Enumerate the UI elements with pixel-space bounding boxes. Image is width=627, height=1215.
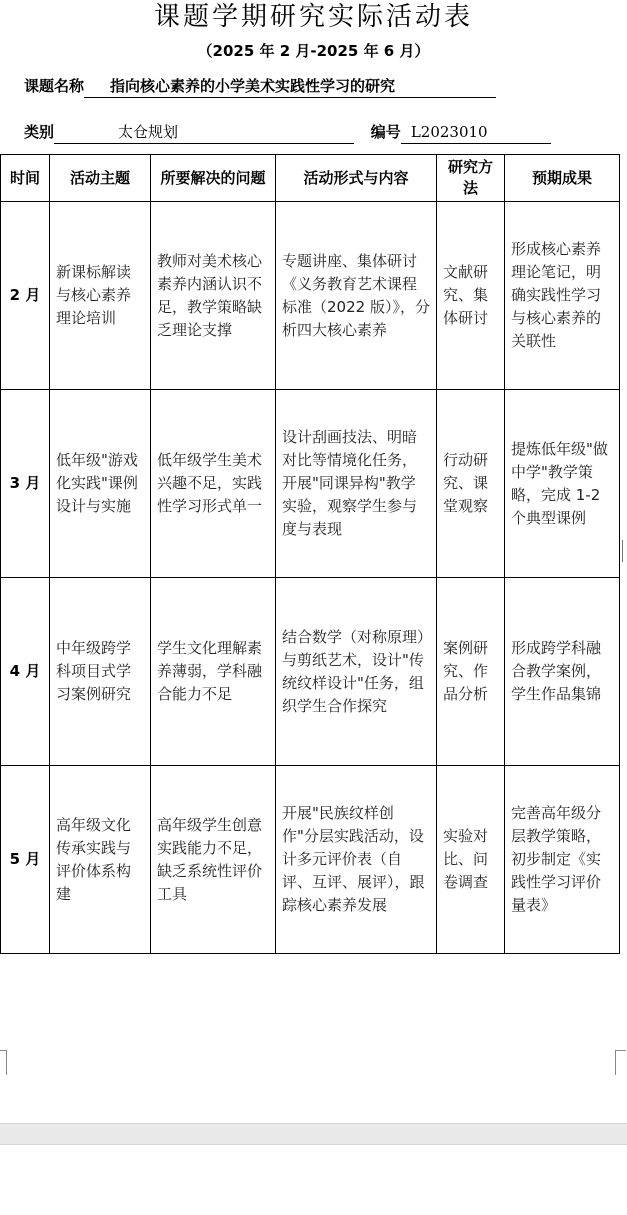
row-month: 3 月 [1, 390, 50, 578]
row-method: 案例研究、作品分析 [437, 578, 505, 766]
header-content: 活动形式与内容 [276, 155, 437, 202]
row-problem: 教师对美术核心素养内涵认识不足，教学策略缺乏理论支撑 [151, 202, 276, 390]
row-outcome: 形成核心素养理论笔记，明确实践性学习与核心素养的关联性 [505, 202, 620, 390]
table-row [1, 578, 620, 766]
row-theme: 中年级跨学科项目式学习案例研究 [50, 578, 151, 766]
document-period: （2025 年 2 月-2025 年 6 月） [197, 42, 430, 60]
page-break-gap [0, 1123, 627, 1145]
row-outcome: 形成跨学科融合教学案例，学生作品集锦 [505, 578, 620, 766]
header-outcome: 预期成果 [505, 155, 620, 202]
row-method: 实验对比、问卷调查 [437, 766, 505, 954]
code-label: 编号 [370, 123, 401, 141]
topic-name-row [24, 76, 496, 98]
row-theme: 高年级文化传承实践与评价体系构建 [50, 766, 151, 954]
activity-table [0, 154, 620, 954]
row-content: 结合数学（对称原理）与剪纸艺术，设计"传统纹样设计"任务，组织学生合作探究 [276, 578, 437, 766]
row-method: 文献研究、集体研讨 [437, 202, 505, 390]
row-month: 5 月 [1, 766, 50, 954]
page-edge-mark [622, 540, 627, 562]
category-row [24, 122, 551, 144]
header-theme: 活动主题 [50, 155, 151, 202]
header-time: 时间 [1, 155, 50, 202]
row-month: 4 月 [1, 578, 50, 766]
row-problem: 低年级学生美术兴趣不足，实践性学习形式单一 [151, 390, 276, 578]
header-problem: 所要解决的问题 [151, 155, 276, 202]
table-header-row [1, 155, 620, 202]
row-method: 行动研究、课堂观察 [437, 390, 505, 578]
row-theme: 低年级"游戏化实践"课例设计与实施 [50, 390, 151, 578]
row-problem: 高年级学生创意实践能力不足，缺乏系统性评价工具 [151, 766, 276, 954]
code-value: L2023010 [401, 122, 551, 144]
category-label: 类别 [24, 123, 55, 141]
row-content: 设计刮画技法、明暗对比等情境化任务，开展"同课异构"教学实验，观察学生参与度与表现 [276, 390, 437, 578]
page-corner-mark-left [0, 1050, 7, 1075]
category-value: 太仓规划 [54, 122, 354, 144]
row-content: 开展"民族纹样创作"分层实践活动，设计多元评价表（自评、互评、展评），跟踪核心素养发展 [276, 766, 437, 954]
topic-name-value: 指向核心素养的小学美术实践性学习的研究 [84, 76, 496, 98]
row-problem: 学生文化理解素养薄弱，学科融合能力不足 [151, 578, 276, 766]
header-method: 研究方法 [437, 155, 505, 202]
row-theme: 新课标解读与核心素养理论培训 [50, 202, 151, 390]
row-outcome: 完善高年级分层教学策略，初步制定《实践性学习评价量表》 [505, 766, 620, 954]
row-outcome: 提炼低年级"做中学"教学策略，完成 1-2 个典型课例 [505, 390, 620, 578]
table-row [1, 766, 620, 954]
row-month: 2 月 [1, 202, 50, 390]
row-content: 专题讲座、集体研讨《义务教育艺术课程标准（2022 版）》，分析四大核心素养 [276, 202, 437, 390]
table-row [1, 202, 620, 390]
page-corner-mark-right [615, 1050, 626, 1075]
document-title: 课题学期研究实际活动表 [153, 2, 473, 32]
topic-name-label: 课题名称 [24, 77, 85, 95]
table-row [1, 390, 620, 578]
